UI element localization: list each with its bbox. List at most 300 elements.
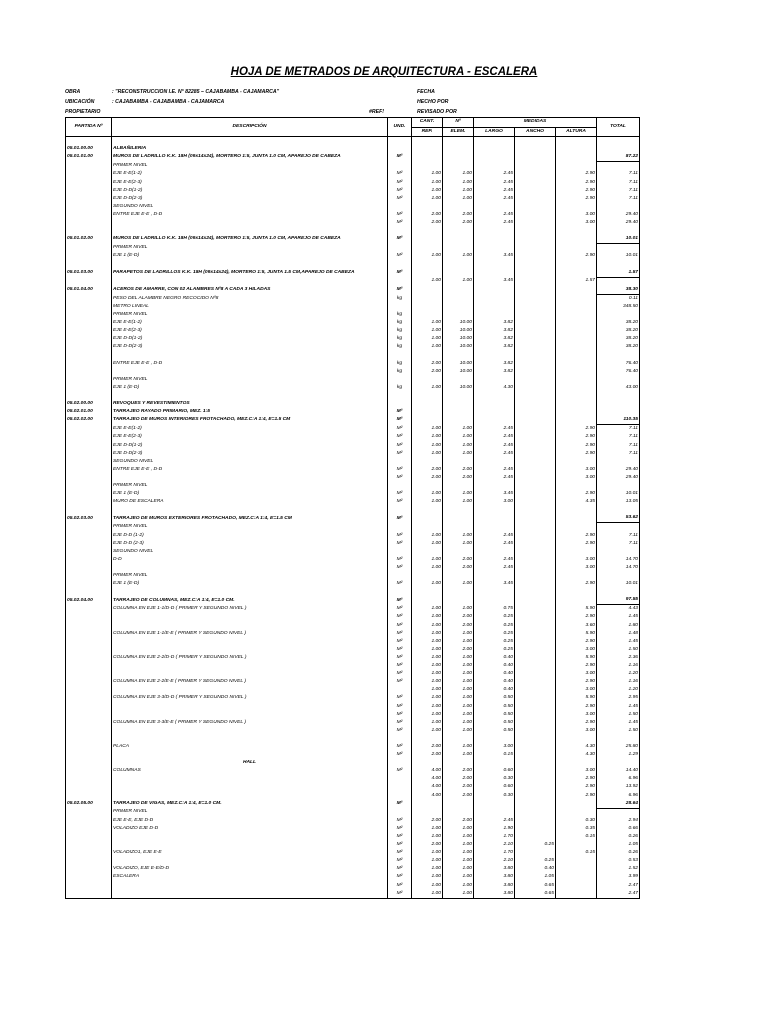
cell-ancho (515, 219, 556, 227)
cell-elem (443, 303, 474, 311)
cell-elem: 1.00 (443, 873, 474, 881)
cell-rep (412, 269, 443, 278)
cell-largo: 1.70 (474, 849, 515, 857)
header-partida: PARTIDA Nº (66, 118, 112, 137)
cell-descripcion: HALL (112, 759, 388, 767)
cell-largo: 3.45 (474, 252, 515, 260)
cell-altura (556, 294, 597, 303)
cell-largo (474, 408, 515, 416)
cell-und: M² (388, 187, 412, 195)
cell-altura (556, 588, 597, 596)
cell-rep: 2.00 (412, 751, 443, 759)
table-row (66, 767, 640, 775)
cell-ancho (515, 303, 556, 311)
table-row (66, 817, 640, 825)
table-row (66, 727, 640, 735)
cell-largo: 0.25 (474, 638, 515, 646)
cell-ancho (515, 162, 556, 171)
cell-partida (66, 195, 112, 203)
cell-rep: 2.00 (412, 360, 443, 368)
cell-partida (66, 252, 112, 260)
cell-total (597, 506, 640, 514)
cell-altura: 2.90 (556, 425, 597, 434)
cell-rep: 1.00 (412, 646, 443, 654)
cell-altura: 3.00 (556, 767, 597, 775)
table-row (66, 286, 640, 295)
cell-und: M² (388, 857, 412, 865)
cell-altura (556, 408, 597, 416)
cell-elem: 1.00 (443, 743, 474, 751)
cell-largo (474, 808, 515, 817)
cell-altura: 2.90 (556, 450, 597, 458)
cell-rep (412, 416, 443, 425)
cell-rep (412, 260, 443, 268)
cell-descripcion (112, 711, 388, 719)
table-row (66, 211, 640, 219)
table-row (66, 450, 640, 458)
cell-total (597, 400, 640, 408)
cell-descripcion: COLUMNA EN EJE 3-3/D-D ( PRIMER Y SEGUNDO NIVEL ) (112, 694, 388, 702)
cell-partida (66, 458, 112, 466)
header-row-1 (66, 118, 640, 128)
cell-largo: 0.60 (474, 783, 515, 791)
cell-altura (556, 244, 597, 253)
table-row (66, 260, 640, 268)
cell-largo: 3.80 (474, 873, 515, 881)
cell-total: 10.01 (597, 490, 640, 498)
cell-altura (556, 343, 597, 351)
cell-total: 38.30 (597, 286, 640, 295)
cell-partida (66, 719, 112, 727)
cell-altura: 2.90 (556, 783, 597, 791)
cell-largo: 2.45 (474, 187, 515, 195)
cell-partida (66, 890, 112, 899)
cell-largo: 2.45 (474, 195, 515, 203)
cell-rep: 1.00 (412, 630, 443, 638)
cell-elem: 1.00 (443, 277, 474, 286)
cell-rep (412, 244, 443, 253)
cell-descripcion (112, 368, 388, 376)
cell-ancho (515, 153, 556, 162)
cell-total: 14.40 (597, 767, 640, 775)
cell-rep (412, 506, 443, 514)
cell-descripcion: PRIMER NIVEL (112, 523, 388, 532)
cell-rep (412, 303, 443, 311)
cell-rep: 1.00 (412, 441, 443, 449)
cell-rep: 4.00 (412, 792, 443, 800)
cell-total: 7.11 (597, 450, 640, 458)
cell-ancho (515, 532, 556, 540)
cell-descripcion (112, 833, 388, 841)
cell-rep: 1.00 (412, 490, 443, 498)
cell-total (597, 408, 640, 416)
cell-partida: 05.01.00.00 (66, 145, 112, 153)
cell-elem: 2.00 (443, 211, 474, 219)
cell-elem (443, 735, 474, 743)
cell-partida (66, 137, 112, 146)
table-row (66, 849, 640, 857)
cell-elem (443, 548, 474, 556)
cell-und: M² (388, 865, 412, 873)
cell-ancho (515, 203, 556, 211)
cell-rep: 1.00 (412, 825, 443, 833)
table-row (66, 277, 640, 286)
cell-rep: 2.00 (412, 841, 443, 849)
cell-und (388, 548, 412, 556)
cell-total: 1.16 (597, 678, 640, 686)
cell-altura (556, 857, 597, 865)
cell-total: 1.48 (597, 630, 640, 638)
cell-ancho (515, 376, 556, 384)
cell-descripcion: PRIMER NIVEL (112, 162, 388, 171)
cell-largo: 0.50 (474, 711, 515, 719)
cell-partida: 05.02.05.00 (66, 800, 112, 809)
ubicacion-label: UBICACIÓN (65, 99, 95, 105)
cell-elem: 2.00 (443, 646, 474, 654)
cell-total: 53.62 (597, 514, 640, 523)
cell-rep: 1.00 (412, 711, 443, 719)
cell-ancho (515, 849, 556, 857)
cell-largo: 2.45 (474, 532, 515, 540)
table-row (66, 556, 640, 564)
cell-total (597, 311, 640, 319)
cell-total: 29.40 (597, 219, 640, 227)
cell-total: 348.50 (597, 303, 640, 311)
table-row (66, 498, 640, 506)
cell-partida (66, 678, 112, 686)
cell-largo: 3.00 (474, 498, 515, 506)
table-row (66, 783, 640, 791)
cell-largo (474, 523, 515, 532)
cell-partida: 05.01.03.00 (66, 269, 112, 278)
cell-elem: 10.00 (443, 327, 474, 335)
cell-ancho (515, 235, 556, 244)
cell-altura: 3.00 (556, 711, 597, 719)
cell-ancho (515, 833, 556, 841)
cell-elem: 2.00 (443, 622, 474, 630)
table-row (66, 613, 640, 621)
table-row (66, 694, 640, 702)
cell-rep (412, 153, 443, 162)
cell-altura: 2.90 (556, 662, 597, 670)
cell-descripcion (112, 277, 388, 286)
cell-ancho (515, 783, 556, 791)
cell-und (388, 260, 412, 268)
cell-altura (556, 873, 597, 881)
cell-und: M² (388, 252, 412, 260)
cell-descripcion: METRO LINEAL (112, 303, 388, 311)
cell-elem: 1.00 (443, 580, 474, 588)
cell-elem (443, 506, 474, 514)
cell-altura: 2.90 (556, 532, 597, 540)
cell-rep (412, 203, 443, 211)
cell-altura (556, 327, 597, 335)
cell-largo: 3.45 (474, 580, 515, 588)
cell-ancho (515, 662, 556, 670)
cell-altura (556, 384, 597, 392)
cell-elem: 10.00 (443, 368, 474, 376)
cell-total: 2.47 (597, 890, 640, 899)
cell-elem: 1.00 (443, 638, 474, 646)
table-row (66, 833, 640, 841)
cell-und: M² (388, 638, 412, 646)
cell-partida (66, 646, 112, 654)
cell-elem: 1.00 (443, 654, 474, 662)
cell-largo (474, 145, 515, 153)
cell-rep: 1.00 (412, 865, 443, 873)
table-body (66, 137, 640, 899)
cell-und (388, 277, 412, 286)
cell-altura (556, 368, 597, 376)
cell-largo (474, 400, 515, 408)
cell-total: 7.11 (597, 425, 640, 434)
cell-descripcion: COLUMNA EN EJE 2-2/D-D ( PRIMER Y SEGUNDO NIVEL ) (112, 654, 388, 662)
cell-altura (556, 335, 597, 343)
cell-und: M² (388, 890, 412, 899)
cell-und (388, 572, 412, 580)
cell-total (597, 808, 640, 817)
cell-total (597, 572, 640, 580)
cell-elem (443, 588, 474, 596)
table-row (66, 678, 640, 686)
cell-largo: 3.82 (474, 319, 515, 327)
cell-rep: 1.00 (412, 343, 443, 351)
cell-total: 10.01 (597, 252, 640, 260)
table-row (66, 743, 640, 751)
cell-rep: 2.00 (412, 219, 443, 227)
cell-altura (556, 145, 597, 153)
cell-rep: 1.00 (412, 873, 443, 881)
cell-und: M² (388, 170, 412, 178)
cell-elem (443, 351, 474, 359)
table-row (66, 203, 640, 211)
cell-largo: 2.45 (474, 556, 515, 564)
cell-largo (474, 244, 515, 253)
cell-total: 0.11 (597, 294, 640, 303)
table-row (66, 882, 640, 890)
cell-partida (66, 343, 112, 351)
cell-und: M² (388, 498, 412, 506)
cell-descripcion: ENTRE EJE E-E , D-D (112, 466, 388, 474)
cell-descripcion: PARAPETOS DE LADRILLOS K.K. 18H (09x14x24), MORTERO 1:5, JUNTA 1.5 CM,APAREJO DE CABEZA (112, 269, 388, 278)
cell-descripcion: EJE D-D(2-3) (112, 343, 388, 351)
cell-elem: 1.00 (443, 825, 474, 833)
cell-partida (66, 849, 112, 857)
cell-altura (556, 890, 597, 899)
header-elem: ELEM. (443, 127, 474, 137)
cell-elem: 2.00 (443, 767, 474, 775)
cell-elem (443, 162, 474, 171)
cell-descripcion (112, 735, 388, 743)
cell-altura (556, 596, 597, 605)
table-row (66, 506, 640, 514)
cell-altura (556, 865, 597, 873)
table-row (66, 654, 640, 662)
cell-partida (66, 622, 112, 630)
cell-altura (556, 800, 597, 809)
table-row (66, 153, 640, 162)
cell-ancho (515, 319, 556, 327)
cell-elem (443, 808, 474, 817)
cell-largo: 3.00 (474, 743, 515, 751)
table-row (66, 384, 640, 392)
cell-total: 1.45 (597, 613, 640, 621)
cell-ancho (515, 767, 556, 775)
cell-rep: 1.00 (412, 686, 443, 694)
cell-elem: 10.00 (443, 319, 474, 327)
obra-label: OBRA (65, 89, 81, 95)
cell-rep: 1.00 (412, 622, 443, 630)
cell-descripcion: SEGUNDO NIVEL (112, 458, 388, 466)
cell-largo (474, 203, 515, 211)
cell-total: 110.35 (597, 416, 640, 425)
table-row (66, 702, 640, 710)
cell-largo: 3.45 (474, 490, 515, 498)
cell-und: kg (388, 360, 412, 368)
cell-partida (66, 605, 112, 614)
cell-ancho (515, 540, 556, 548)
cell-und (388, 808, 412, 817)
cell-partida (66, 360, 112, 368)
cell-und: M² (388, 532, 412, 540)
cell-partida (66, 474, 112, 482)
cell-ancho (515, 227, 556, 235)
cell-rep (412, 137, 443, 146)
cell-altura (556, 458, 597, 466)
table-row (66, 170, 640, 178)
cell-total (597, 392, 640, 400)
cell-partida (66, 654, 112, 662)
cell-und: M² (388, 767, 412, 775)
cell-und: M² (388, 743, 412, 751)
cell-altura (556, 808, 597, 817)
cell-elem: 2.00 (443, 219, 474, 227)
cell-largo: 3.82 (474, 368, 515, 376)
table-row (66, 392, 640, 400)
cell-descripcion (112, 792, 388, 800)
cell-und: M² (388, 490, 412, 498)
cell-largo: 2.45 (474, 211, 515, 219)
cell-altura (556, 735, 597, 743)
cell-descripcion: EJE D-D(2-3) (112, 195, 388, 203)
cell-descripcion: EJE D-D(2-3) (112, 450, 388, 458)
cell-total: 10.01 (597, 235, 640, 244)
cell-largo: 1.70 (474, 833, 515, 841)
table-row (66, 596, 640, 605)
cell-partida (66, 506, 112, 514)
cell-partida (66, 303, 112, 311)
header-num: Nº (443, 118, 474, 128)
cell-rep (412, 294, 443, 303)
cell-total: 0.66 (597, 825, 640, 833)
cell-und: M² (388, 613, 412, 621)
cell-ancho (515, 458, 556, 466)
cell-ancho (515, 400, 556, 408)
cell-ancho (515, 564, 556, 572)
cell-total: 7.11 (597, 540, 640, 548)
cell-partida (66, 743, 112, 751)
table-row (66, 622, 640, 630)
cell-rep: 1.00 (412, 564, 443, 572)
cell-largo: 0.25 (474, 646, 515, 654)
table-row (66, 857, 640, 865)
table-row (66, 514, 640, 523)
cell-total (597, 351, 640, 359)
table-row (66, 890, 640, 899)
cell-partida (66, 376, 112, 384)
cell-partida (66, 613, 112, 621)
cell-partida (66, 244, 112, 253)
table-row (66, 244, 640, 253)
cell-altura: 2.90 (556, 638, 597, 646)
cell-und (388, 392, 412, 400)
cell-und: M² (388, 540, 412, 548)
cell-total (597, 735, 640, 743)
cell-partida (66, 319, 112, 327)
cell-und: M² (388, 849, 412, 857)
cell-partida (66, 686, 112, 694)
cell-total (597, 376, 640, 384)
cell-und: M² (388, 605, 412, 614)
cell-descripcion: TARRAJEO DE MUROS EXTERIORES FROTACHADO, MEZ.C:A 1:4, E=1.5 CM (112, 514, 388, 523)
cell-rep: 1.00 (412, 335, 443, 343)
cell-altura: 0.30 (556, 817, 597, 825)
cell-descripcion: PRIMER NIVEL (112, 572, 388, 580)
cell-ancho (515, 392, 556, 400)
cell-altura: 5.90 (556, 605, 597, 614)
table-row (66, 711, 640, 719)
cell-altura: 2.90 (556, 178, 597, 186)
table-row (66, 343, 640, 351)
cell-descripcion: REVOQUES Y REVESTIMIENTOS (112, 400, 388, 408)
cell-rep: 1.00 (412, 654, 443, 662)
cell-und: M² (388, 622, 412, 630)
cell-und: M² (388, 817, 412, 825)
cell-rep (412, 759, 443, 767)
cell-descripcion: EJE E-E(1-2) (112, 425, 388, 434)
cell-rep: 1.00 (412, 605, 443, 614)
cell-ancho (515, 630, 556, 638)
cell-und (388, 759, 412, 767)
cell-altura (556, 235, 597, 244)
cell-altura (556, 523, 597, 532)
cell-descripcion: PESO DEL ALAMBRE NEGRO RECOCIDO Nº8 (112, 294, 388, 303)
cell-ancho: 0.25 (515, 857, 556, 865)
header-descripcion: DESCRIPCIÓN (112, 118, 388, 137)
cell-rep: 1.00 (412, 849, 443, 857)
obra-value: : "RECONSTRUCCION I.E. N° 82285 – CAJABAMBA - CAJAMARCA" (112, 89, 280, 95)
cell-largo: 0.15 (474, 751, 515, 759)
cell-largo: 0.40 (474, 654, 515, 662)
cell-total: 38.20 (597, 335, 640, 343)
cell-ancho (515, 588, 556, 596)
cell-rep (412, 735, 443, 743)
cell-und: M² (388, 408, 412, 416)
cell-rep (412, 311, 443, 319)
cell-largo: 2.45 (474, 450, 515, 458)
cell-total: 7.11 (597, 433, 640, 441)
cell-largo: 0.50 (474, 727, 515, 735)
cell-largo: 3.82 (474, 335, 515, 343)
cell-descripcion: COLUMNA EN EJE 2-2/E-E ( PRIMER Y SEGUNDO NIVEL ) (112, 678, 388, 686)
cell-rep: 1.00 (412, 857, 443, 865)
cell-elem: 1.00 (443, 890, 474, 899)
cell-elem (443, 203, 474, 211)
cell-rep (412, 482, 443, 490)
cell-und (388, 783, 412, 791)
cell-altura (556, 548, 597, 556)
cell-total: 97.55 (597, 596, 640, 605)
